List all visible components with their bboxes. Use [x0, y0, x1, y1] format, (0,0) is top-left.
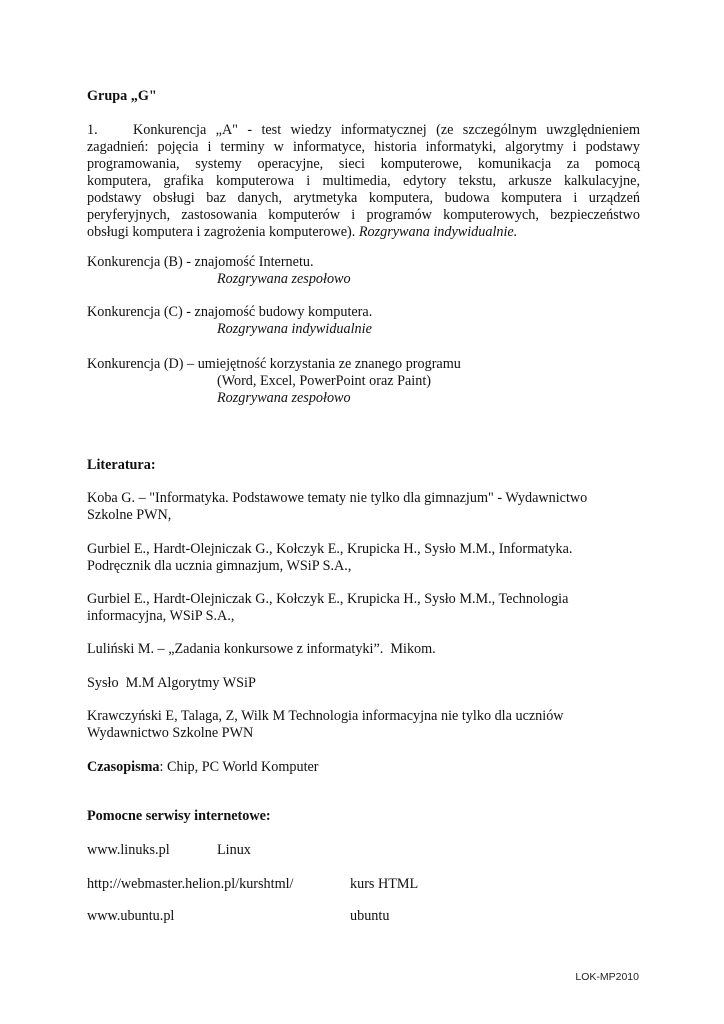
competition-d [87, 356, 647, 407]
competition-a-line: podstawy obsługi baz danych, arytmetyka komputera, budowa komputera i urządzeń [87, 190, 640, 206]
competition-d-programs: (Word, Excel, PowerPoint oraz Paint) [217, 373, 431, 389]
competition-a-line: 1. Konkurencja „A" - test wiedzy informatycznej (ze szczególnym uwzględnieniem [87, 122, 640, 138]
service-row [87, 876, 647, 893]
competition-a-line: komputera, grafika komputerowa i multimedia, edytory tekstu, arkusze kalkulacyjne, [87, 173, 640, 189]
competition-c-mode: Rozgrywana indywidualnie [217, 321, 372, 337]
literature-heading: Literatura: [87, 457, 156, 473]
service-url[interactable]: www.ubuntu.pl [87, 908, 175, 924]
literature-item: Sysło M.M Algorytmy WSiP [87, 675, 256, 691]
competition-c [87, 304, 647, 338]
competition-a-description [87, 122, 640, 241]
competition-b-mode: Rozgrywana zespołowo [217, 271, 351, 287]
footer-code: LOK-MP2010 [575, 971, 639, 983]
literature-item: Gurbiel E., Hardt-Olejniczak G., Kołczyk E., Krupicka H., Sysło M.M., Technologia informacyjna, WSiP S.A., [87, 591, 569, 624]
competition-b-text: Konkurencja (B) - znajomość Internetu. [87, 254, 314, 270]
service-row [87, 908, 647, 925]
literature-item: Gurbiel E., Hardt-Olejniczak G., Kołczyk E., Krupicka H., Sysło M.M., Informatyka. Podręcznik dla ucznia gimnazjum, WSiP S.A., [87, 541, 573, 574]
service-description: kurs HTML [350, 876, 419, 892]
literature-item: Koba G. – "Informatyka. Podstawowe tematy nie tylko dla gimnazjum" - Wydawnictwo Szkolne PWN, [87, 490, 588, 523]
competition-a-line: programowania, systemy operacyjne, sieci komputerowe, komunikacja za pomocą [87, 156, 640, 172]
competition-d-mode: Rozgrywana zespołowo [217, 390, 351, 406]
competition-a-line: zagadnień: pojęcia i terminy w informatyce, historia informatyki, algorytmy i podstawy [87, 139, 640, 155]
competition-a-line: peryferyjnych, zastosowania komputerów i programów komputerowych, bezpieczeństwo [87, 207, 640, 223]
competition-a-mode: Rozgrywana indywidualnie. [358, 224, 518, 240]
service-url[interactable]: www.linuks.pl [87, 842, 170, 858]
magazines [87, 759, 319, 776]
competition-a-line: obsługi komputera i zagrożenia komputerowe). Rozgrywana indywidualnie. [87, 224, 518, 240]
competition-number: 1. [87, 122, 98, 138]
competition-d-text: Konkurencja (D) – umiejętność korzystania ze znanego programu [87, 356, 461, 372]
page-title: Grupa „G" [87, 88, 157, 104]
service-url[interactable]: http://webmaster.helion.pl/kurshtml/ [87, 876, 294, 892]
competition-b [87, 254, 647, 288]
literature-item: Krawczyński E, Talaga, Z, Wilk M Technologia informacyjna nie tylko dla uczniów Wydawnictwo Szkolne PWN [87, 708, 564, 741]
service-description: ubuntu [350, 908, 390, 924]
magazines-value: : Chip, PC World Komputer [159, 759, 319, 775]
competition-c-text: Konkurencja (C) - znajomość budowy komputera. [87, 304, 373, 320]
magazines-label: Czasopisma [87, 759, 160, 775]
service-description: Linux [217, 842, 251, 858]
services-heading: Pomocne serwisy internetowe: [87, 808, 271, 824]
service-row [87, 842, 647, 859]
literature-item: Luliński M. – „Zadania konkursowe z informatyki”. Mikom. [87, 641, 436, 657]
